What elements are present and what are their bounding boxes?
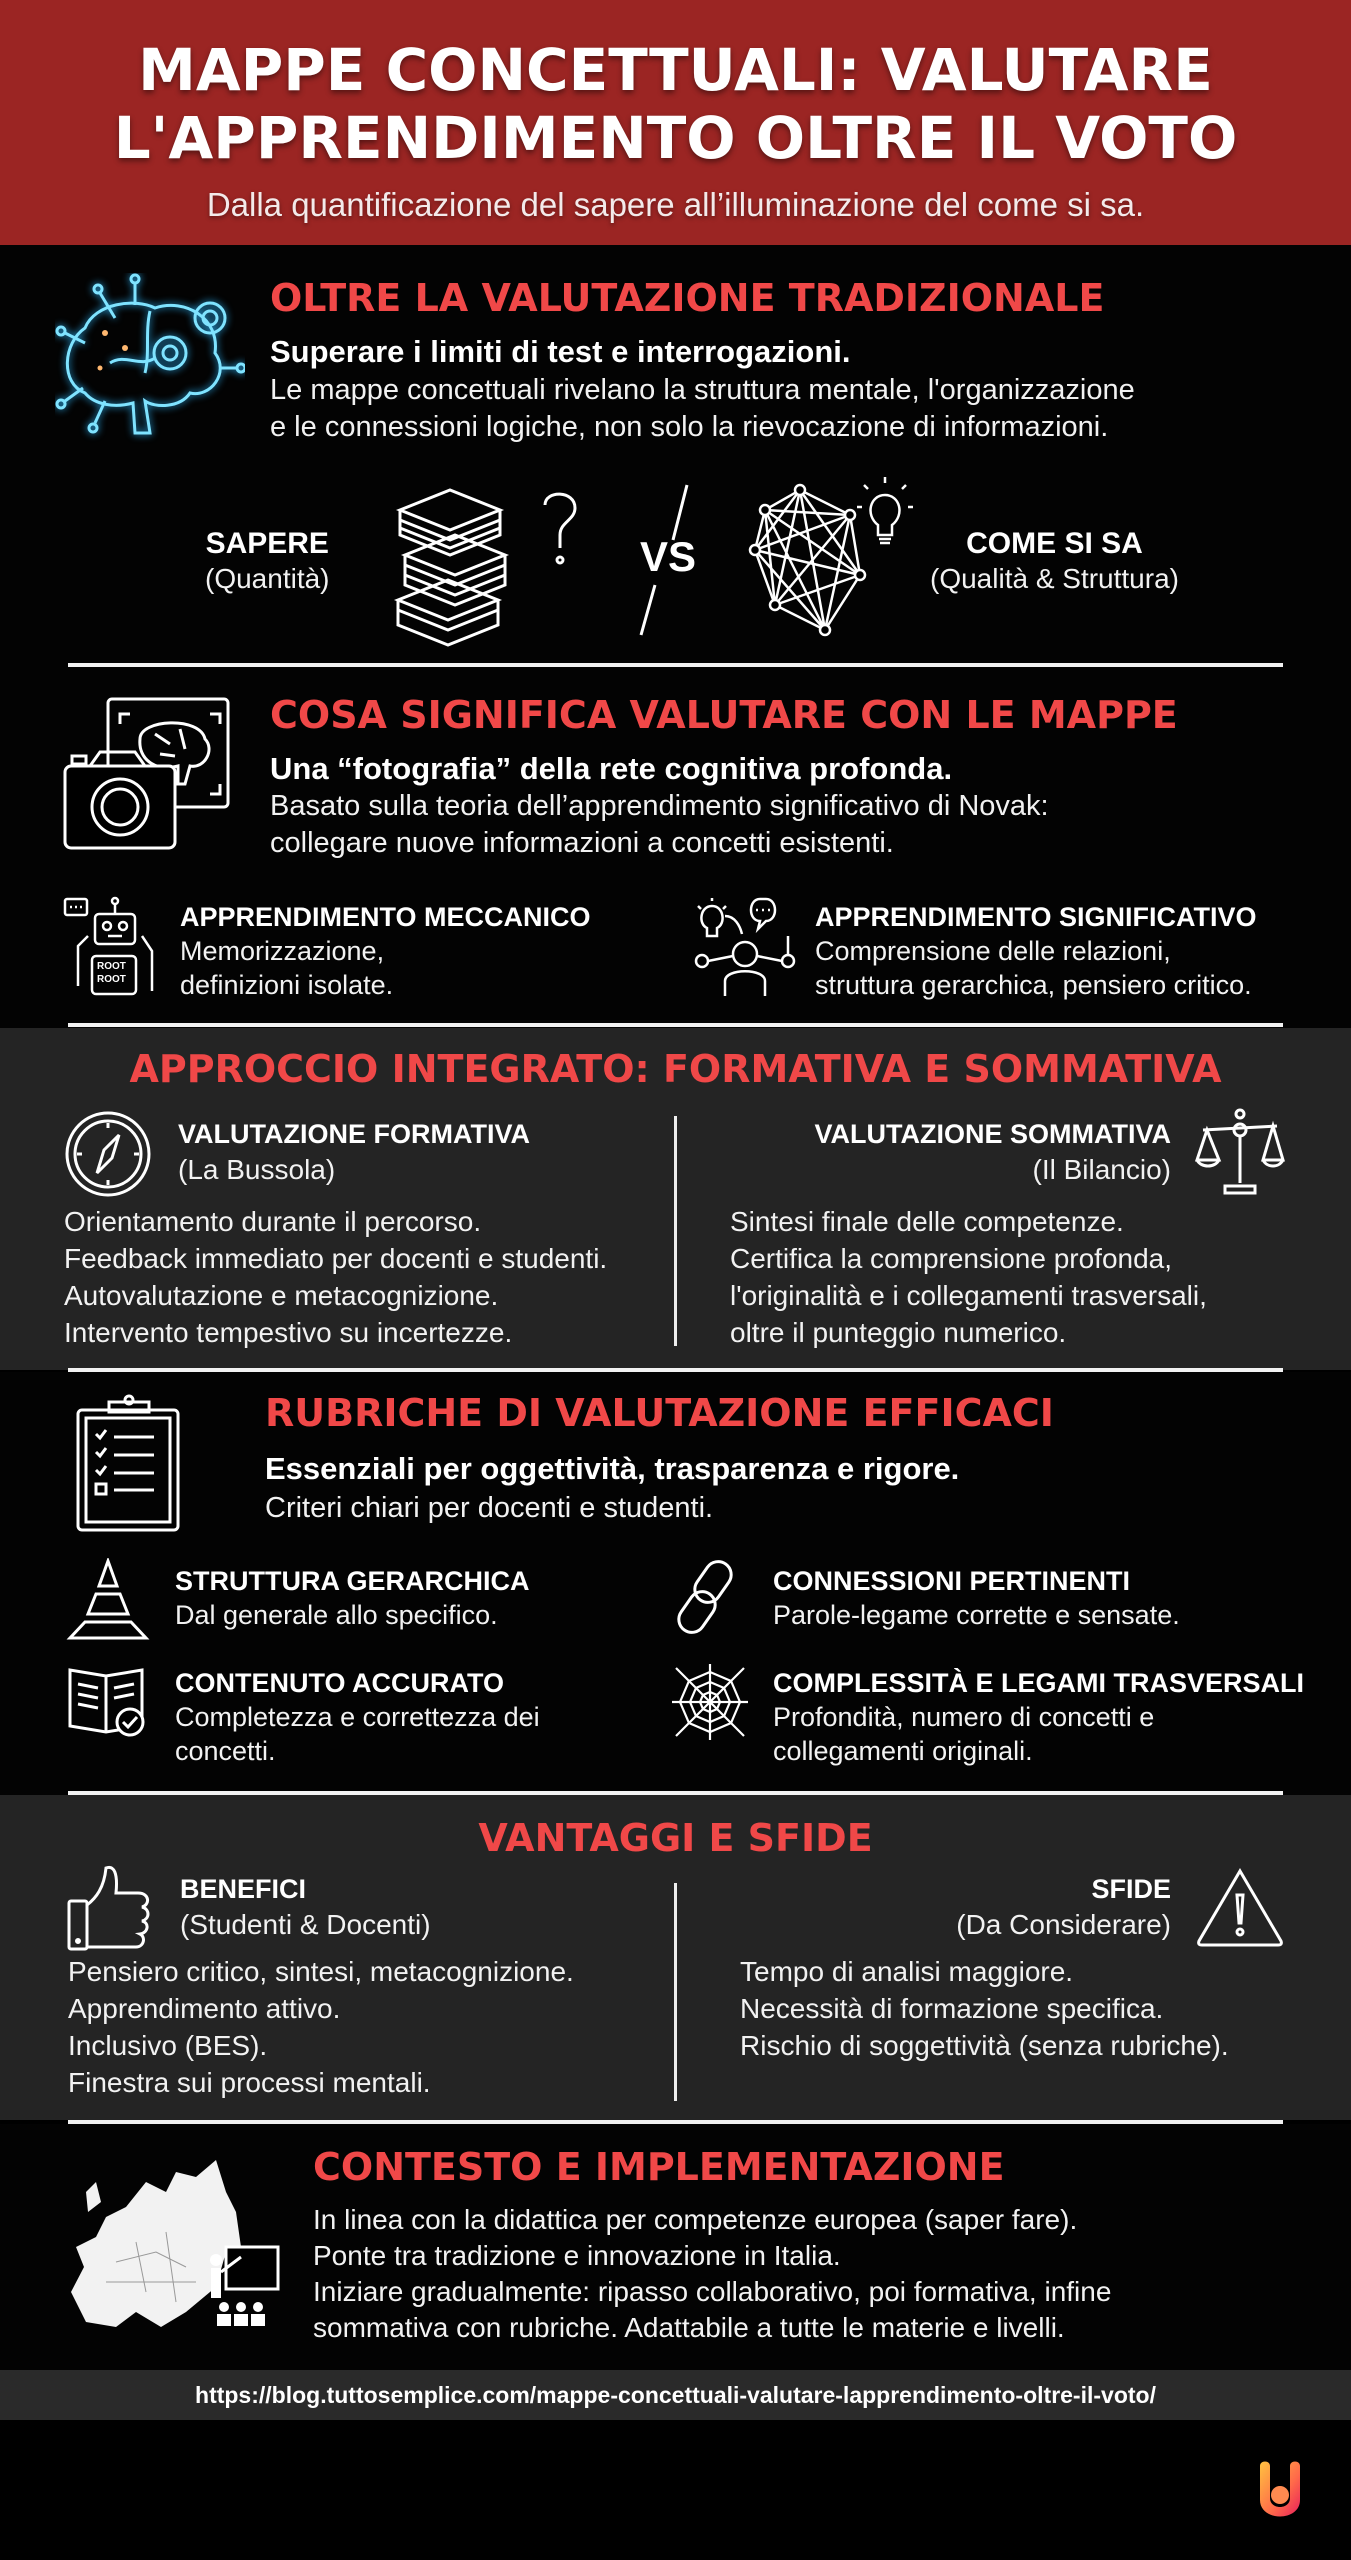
item-line: struttura gerarchica, pensiero critico. [815, 970, 1252, 1000]
item-apprendimento-significativo [815, 901, 1257, 1002]
sommativa-header [815, 1118, 1171, 1188]
compare-right-sub: (Qualità & Struttura) [930, 563, 1179, 594]
section-title: VANTAGGI E SFIDE [478, 1816, 873, 1860]
pyramid-icon [66, 1558, 150, 1640]
sfide-sub: (Da Considerare) [956, 1909, 1171, 1940]
compare-right [930, 527, 1179, 597]
item-line: Comprensione delle relazioni, [815, 936, 1171, 966]
sfide-title: SFIDE [1091, 1874, 1171, 1904]
body-line: In linea con la didattica per competenze europea (saper fare). [313, 2204, 1078, 2235]
list-item: Finestra sui processi mentali. [68, 2067, 431, 2098]
section-lead: Superare i limiti di test e interrogazioni. [270, 334, 851, 369]
list-item: Tempo di analisi maggiore. [740, 1956, 1074, 1987]
sfide-header [956, 1873, 1171, 1943]
formativa-sub: (La Bussola) [178, 1154, 336, 1185]
item-line: Profondità, numero di concetti e [773, 1702, 1155, 1732]
list-item: Rischio di soggettività (senza rubriche). [740, 2030, 1229, 2061]
section-title: COSA SIGNIFICA VALUTARE CON LE MAPPE [270, 693, 1178, 737]
item-line: Dal generale allo specifico. [175, 1600, 498, 1630]
item-contenuto-accurato [175, 1667, 540, 1768]
section-lead: Una “fotografia” della rete cognitiva profonda. [270, 751, 953, 786]
benefici-header [180, 1873, 431, 1943]
warning-triangle-icon [1195, 1867, 1285, 1947]
compare-left-label: SAPERE [205, 527, 329, 560]
spider-web-icon [670, 1662, 750, 1742]
section-rubriche [0, 1372, 1351, 1795]
benefici-sub: (Studenti & Docenti) [180, 1909, 431, 1940]
item-struttura-gerarchica [175, 1565, 529, 1632]
list-item: Inclusivo (BES). [68, 2030, 268, 2061]
sommativa-title: VALUTAZIONE SOMMATIVA [814, 1119, 1171, 1149]
list-item: Apprendimento attivo. [68, 1993, 341, 2024]
vs-label: VS [640, 533, 697, 580]
column-divider [674, 1883, 677, 2101]
section-title: OLTRE LA VALUTAZIONE TRADIZIONALE [270, 276, 1105, 320]
scales-icon [1195, 1108, 1285, 1198]
section-oltre-valutazione [0, 245, 1351, 668]
divider [68, 663, 1283, 667]
body-line: e le connessioni logiche, non solo la rievocazione di informazioni. [270, 411, 1109, 443]
chain-link-icon [670, 1558, 750, 1638]
section-body [270, 372, 1135, 446]
item-title: APPRENDIMENTO MECCANICO [180, 902, 591, 932]
formativa-header [178, 1118, 530, 1188]
robot-text: ROOT [97, 961, 126, 972]
body-line: Iniziare gradualmente: ripasso collaborativo, poi formativa, infine [313, 2276, 1112, 2307]
item-title: STRUTTURA GERARCHICA [175, 1566, 530, 1596]
header-banner [0, 0, 1351, 245]
sommativa-list [730, 1203, 1207, 1351]
section-lead: Essenziali per oggettività, trasparenza e rigore. [265, 1451, 960, 1486]
title-line-1: MAPPE CONCETTUALI: VALUTARE [138, 36, 1213, 104]
list-item: Pensiero critico, sintesi, metacognizione. [68, 1956, 574, 1987]
list-item: Autovalutazione e metacognizione. [64, 1280, 499, 1311]
benefici-title: BENEFICI [180, 1874, 307, 1904]
section-title: RUBRICHE DI VALUTAZIONE EFFICACI [265, 1391, 1054, 1435]
list-item: oltre il punteggio numerico. [730, 1317, 1067, 1348]
section-body [270, 788, 1049, 862]
europe-map-teacher-icon [66, 2152, 291, 2332]
item-title: COMPLESSITÀ E LEGAMI TRASVERSALI [773, 1668, 1305, 1698]
network-bulb-icon [740, 475, 920, 645]
sfide-list [740, 1953, 1229, 2064]
thumbs-up-icon [66, 1863, 152, 1951]
section-contesto [0, 2124, 1351, 2370]
formativa-title: VALUTAZIONE FORMATIVA [178, 1119, 530, 1149]
section-title: CONTESTO E IMPLEMENTAZIONE [313, 2145, 1005, 2189]
list-item: l'originalità e i collegamenti trasversali, [730, 1280, 1207, 1311]
robot-label [97, 960, 126, 986]
section-title: APPROCCIO INTEGRATO: FORMATIVA E SOMMATIVA [129, 1047, 1222, 1091]
list-item: Certifica la comprensione profonda, [730, 1243, 1173, 1274]
book-check-icon [66, 1662, 150, 1738]
section-cosa-significa [0, 668, 1351, 1028]
body-line: Basato sulla teoria dell’apprendimento significativo di Novak: [270, 790, 1049, 822]
page-subtitle: Dalla quantificazione del sapere all’illuminazione del come si sa. [206, 186, 1145, 223]
body-line: Le mappe concettuali rivelano la struttura mentale, l'organizzazione [270, 374, 1135, 406]
brain-gears-icon [55, 273, 245, 448]
divider [68, 1023, 1283, 1027]
books-question-icon [390, 480, 600, 650]
sommativa-sub: (Il Bilancio) [1032, 1154, 1171, 1185]
formativa-list [64, 1203, 607, 1351]
clipboard-checklist-icon [74, 1392, 184, 1532]
section-body [313, 2202, 1111, 2346]
compare-left [205, 527, 330, 597]
item-line: Memorizzazione, [180, 936, 385, 966]
body-line: sommativa con rubriche. Adattabile a tutte le materie e livelli. [313, 2312, 1065, 2343]
benefici-list [68, 1953, 574, 2101]
item-line: definizioni isolate. [180, 970, 394, 1000]
tuttosemplice-logo-icon [1250, 2460, 1310, 2524]
item-line: concetti. [175, 1736, 276, 1766]
list-item: Orientamento durante il percorso. [64, 1206, 482, 1237]
item-apprendimento-meccanico [180, 901, 591, 1002]
list-item: Necessità di formazione specifica. [740, 1993, 1164, 2024]
item-title: CONTENUTO ACCURATO [175, 1668, 504, 1698]
source-url-link[interactable]: https://blog.tuttosemplice.com/mappe-concettuali-valutare-lapprendimento-oltre-il-voto/ [195, 2382, 1156, 2408]
compare-left-sub: (Quantità) [205, 563, 330, 594]
item-connessioni-pertinenti [773, 1565, 1180, 1632]
item-line: collegamenti originali. [773, 1736, 1033, 1766]
person-ideas-icon [690, 896, 800, 1001]
item-line: Parole-legame corrette e sensate. [773, 1600, 1180, 1630]
list-item: Feedback immediato per docenti e studenti. [64, 1243, 608, 1274]
column-divider [674, 1116, 677, 1346]
camera-brain-icon [60, 694, 240, 859]
section-approccio-integrato [0, 1028, 1351, 1370]
title-line-2: L'APPRENDIMENTO OLTRE IL VOTO [113, 104, 1238, 172]
compare-right-label: COME SI SA [966, 527, 1143, 560]
item-title: CONNESSIONI PERTINENTI [773, 1566, 1131, 1596]
section-body: Criteri chiari per docenti e studenti. [265, 1492, 714, 1524]
section-vantaggi-sfide [0, 1795, 1351, 2120]
robot-text: ROOT [97, 974, 126, 985]
body-line: Ponte tra tradizione e innovazione in Italia. [313, 2240, 841, 2271]
compass-icon [64, 1110, 152, 1198]
list-item: Sintesi finale delle competenze. [730, 1206, 1124, 1237]
list-item: Intervento tempestivo su incertezze. [64, 1317, 513, 1348]
item-complessita [773, 1667, 1304, 1768]
page-title [0, 0, 1351, 172]
item-line: Completezza e correttezza dei [175, 1702, 540, 1732]
robot-icon [60, 896, 165, 1001]
item-title: APPRENDIMENTO SIGNIFICATIVO [815, 902, 1257, 932]
source-url-bar [0, 2370, 1351, 2420]
body-line: collegare nuove informazioni a concetti esistenti. [270, 827, 894, 859]
